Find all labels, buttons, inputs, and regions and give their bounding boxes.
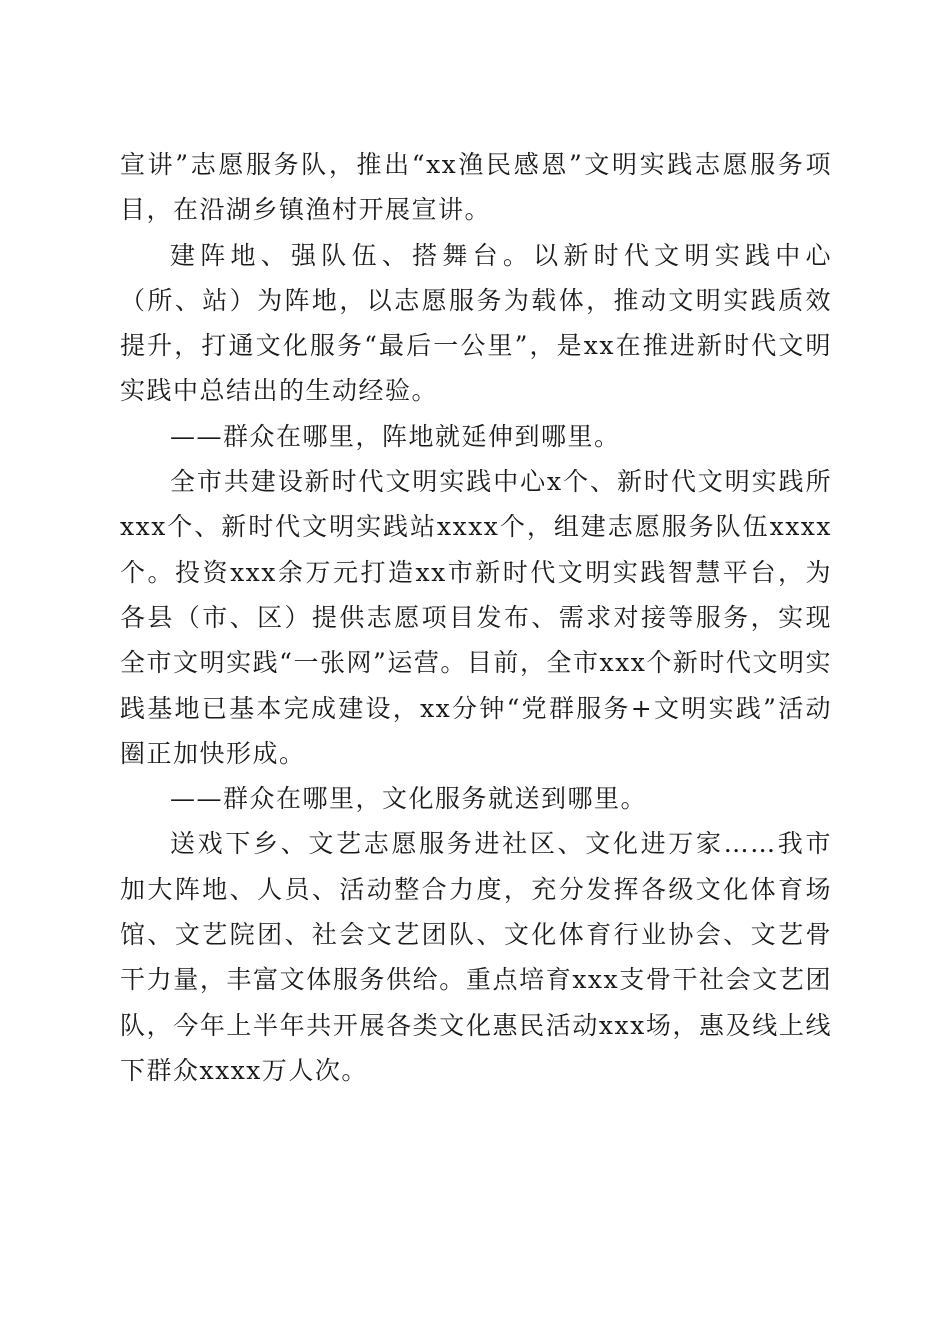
- document-body: [120, 142, 832, 1093]
- paragraph: 建阵地、强队伍、搭舞台。以新时代文明实践中心（所、站）为阵地，以志愿服务为载体，推动文明实践质效提升，打通文化服务“最后一公里”，是xx在推进新时代文明实践中总结出的生动经验。: [120, 240, 832, 406]
- paragraph-subheading: ——群众在哪里，文化服务就送到哪里。: [170, 784, 648, 814]
- paragraph: 全市共建设新时代文明实践中心x个、新时代文明实践所xxx个、新时代文明实践站xxxx个，组建志愿服务队伍xxxx个。投资xxx余万元打造xx市新时代文明实践智慧平台，为各县（市、区）提供志愿项目发布、需求对接等服务，实现全市文明实践“一张网”运营。目前，全市xxx个新时代文明实践基地已基本完成建设，xx分钟“党群服务+文明实践”活动圈正加快形成。: [120, 467, 832, 768]
- paragraph-continued: 宣讲”志愿服务队，推出“xx渔民感恩”文明实践志愿服务项目，在沿湖乡镇渔村开展宣讲。: [120, 150, 832, 225]
- paragraph: 送戏下乡、文艺志愿服务进社区、文化进万家……我市加大阵地、人员、活动整合力度，充分发挥各级文化体育场馆、文艺院团、社会文艺团队、文化体育行业协会、文艺骨干力量，丰富文体服务供给。重点培育xxx支骨干社会文艺团队，今年上半年共开展各类文化惠民活动xxx场，惠及线上线下群众xxxx万人次。: [120, 829, 832, 1085]
- paragraph-subheading: ——群众在哪里，阵地就延伸到哪里。: [170, 421, 621, 451]
